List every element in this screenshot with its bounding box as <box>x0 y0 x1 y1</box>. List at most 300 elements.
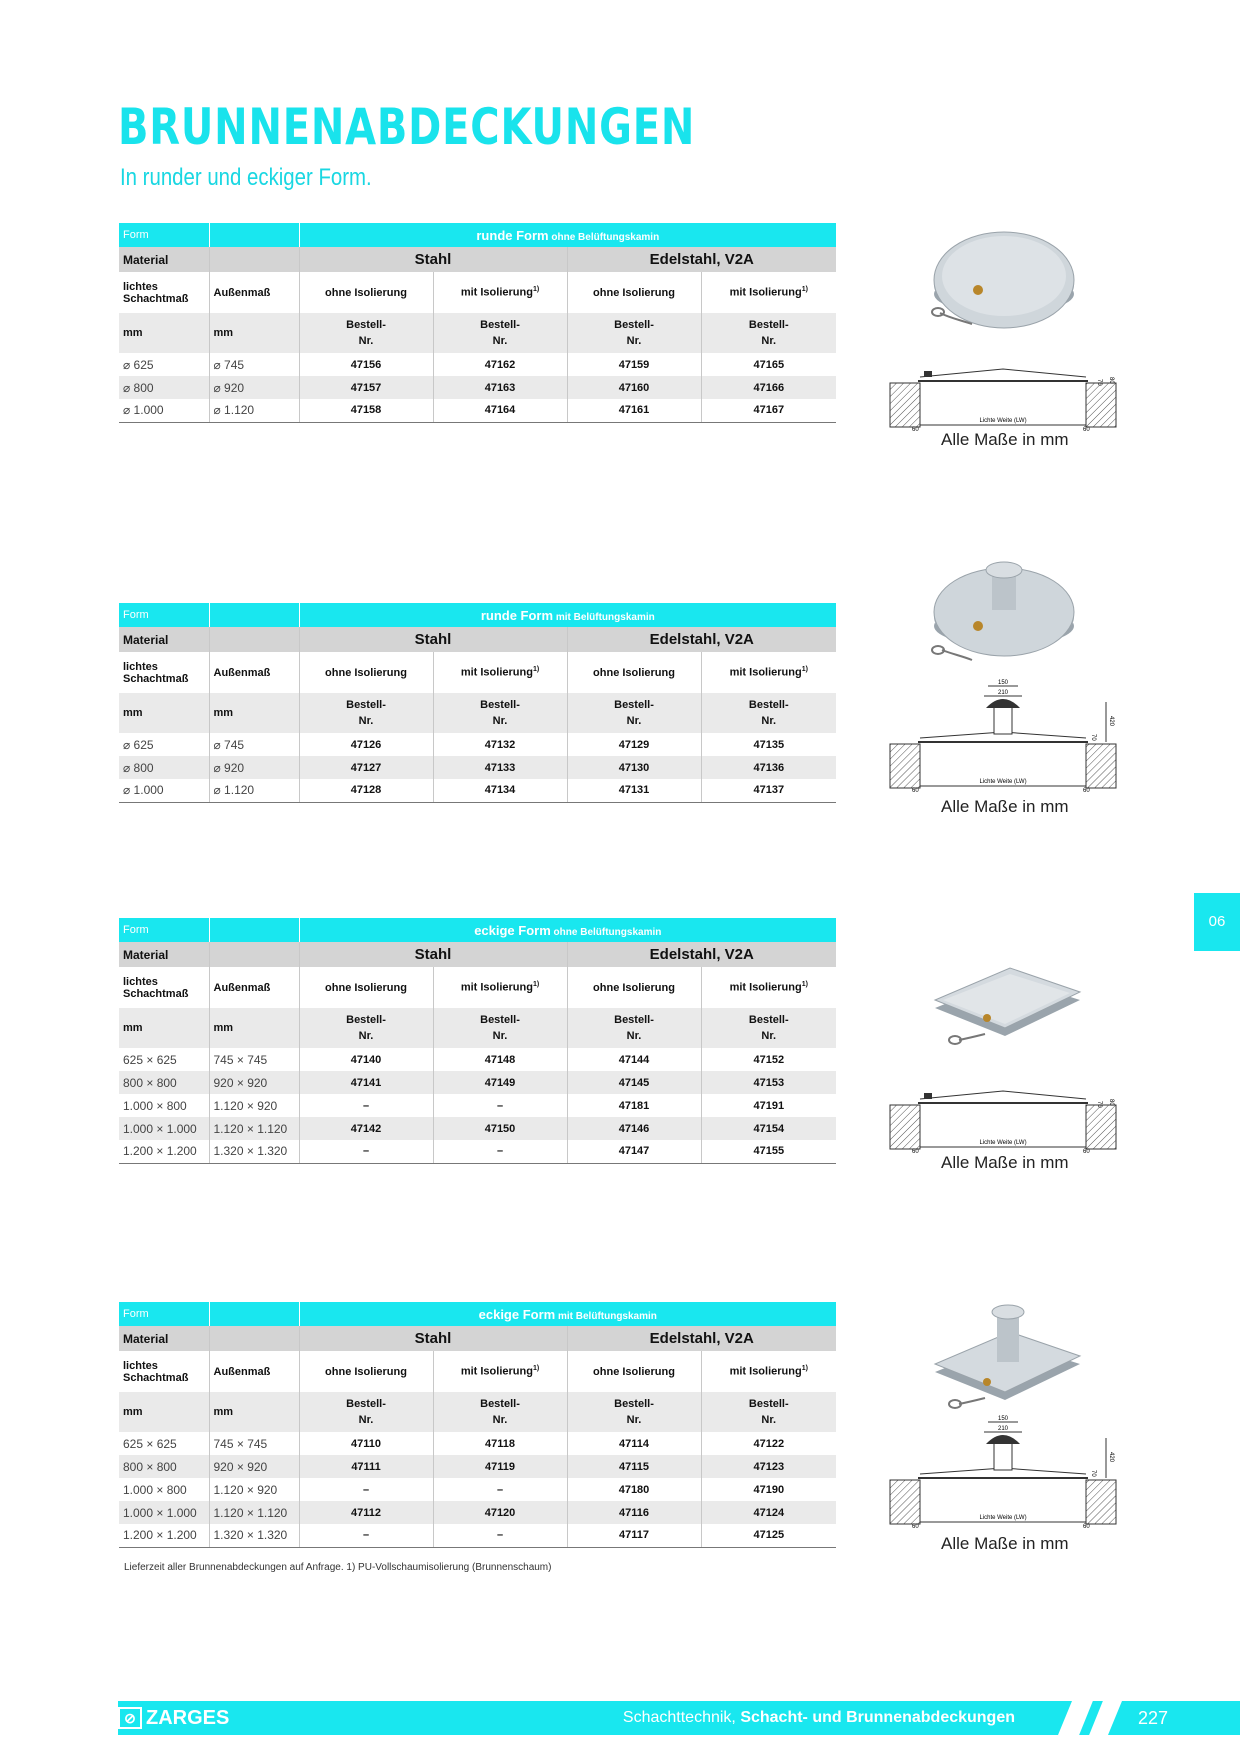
cell-order-number: 47158 <box>299 399 433 422</box>
cell-order-number: 47147 <box>567 1140 701 1163</box>
form-name-bold: runde Form <box>480 607 554 623</box>
cell-order-number: 47110 <box>299 1432 433 1455</box>
cell-order-number: 47123 <box>701 1455 836 1478</box>
cell-outer-size-value: ⌀ 920 <box>209 376 299 399</box>
cell-clear-size-value: 1.000 × 800 <box>119 1478 209 1501</box>
order-line2: Nr. <box>358 715 374 727</box>
cell-material-stainless: Edelstahl, V2A <box>567 627 836 652</box>
order-line1: Bestell- <box>748 1398 789 1410</box>
cell-order-number: – <box>299 1478 433 1501</box>
cell-form-name <box>299 1302 836 1326</box>
cell-form-label: Form <box>119 603 209 627</box>
form-name-bold: eckige Form <box>474 922 551 938</box>
order-line1: Bestell- <box>480 699 520 711</box>
cell-order-number: 47126 <box>299 733 433 756</box>
cell-order-number: – <box>299 1524 433 1547</box>
cell-outer-size-value: ⌀ 745 <box>209 733 299 756</box>
clear-size-line1: lichtes <box>123 280 158 293</box>
cell-no-insulation: ohne Isolierung <box>299 652 433 693</box>
table-row <box>119 1048 836 1071</box>
table-row <box>119 1432 836 1455</box>
table-row <box>119 756 836 779</box>
drawing-dim-left: 60 <box>912 788 919 794</box>
cell-outer-size-value: 1.120 × 1.120 <box>209 1117 299 1140</box>
footnote-mark: 1) <box>801 286 808 294</box>
drawing-dim-left: 60 <box>912 427 919 433</box>
cell-order-number-label <box>299 1392 433 1432</box>
cell-clear-size-value: 1.200 × 1.200 <box>119 1524 209 1547</box>
drawing-dim-210: 210 <box>997 690 1009 696</box>
table-row-material <box>119 627 836 652</box>
cell-unit: mm <box>209 693 299 733</box>
table-row-material <box>119 247 836 272</box>
clear-size-line1: lichtes <box>123 975 158 988</box>
product-image-round-cover <box>920 228 1090 338</box>
cell-no-insulation: ohne Isolierung <box>567 1351 701 1392</box>
order-line2: Nr. <box>626 1030 642 1042</box>
cell-order-number: 47124 <box>701 1501 836 1524</box>
order-line2: Nr. <box>492 335 508 347</box>
cell-order-number-label <box>433 1392 567 1432</box>
drawing-dim-150: 150 <box>997 680 1009 686</box>
product-image-round-cover-vent <box>920 560 1090 670</box>
drawing-dim-420: 420 <box>1108 1452 1114 1463</box>
form-name-small: mit Belüftungskamin <box>555 1310 657 1322</box>
cell-order-number: 47130 <box>567 756 701 779</box>
table-row <box>119 399 836 422</box>
cell-order-number: 47136 <box>701 756 836 779</box>
product-image-square-cover <box>925 948 1090 1058</box>
order-line2: Nr. <box>626 715 642 727</box>
order-line2: Nr. <box>358 335 374 347</box>
cell-order-number: 47153 <box>701 1071 836 1094</box>
footnote-mark: 1) <box>532 666 540 674</box>
cell-empty <box>209 942 299 967</box>
cell-order-number: 47125 <box>701 1524 836 1547</box>
table-row <box>119 1501 836 1524</box>
cell-order-number: 47167 <box>701 399 836 422</box>
product-table-square-vent <box>119 1302 836 1548</box>
cell-order-number-label <box>701 693 836 733</box>
cell-order-number-label <box>567 693 701 733</box>
cell-order-number: – <box>433 1478 567 1501</box>
order-line2: Nr. <box>492 715 508 727</box>
with-insulation-text: mit Isolierung <box>729 666 802 679</box>
cell-outer-size-value: 1.320 × 1.320 <box>209 1524 299 1547</box>
technical-drawing-round-no-vent <box>888 363 1118 433</box>
drawing-dim-height-a: 70 <box>1096 1101 1102 1108</box>
cell-empty <box>209 918 299 942</box>
form-name-bold: runde Form <box>476 227 549 243</box>
with-insulation-text: mit Isolierung <box>729 981 802 994</box>
cell-outer-size: Außenmaß <box>209 967 299 1008</box>
drawing-label-lw: Lichte Weite (LW) <box>979 418 1027 424</box>
cell-order-number: 47142 <box>299 1117 433 1140</box>
form-name-small: ohne Belüftungskamin <box>548 231 660 243</box>
drawing-label-lw: Lichte Weite (LW) <box>979 1515 1027 1521</box>
cell-order-number: 47129 <box>567 733 701 756</box>
with-insulation-text: mit Isolierung <box>460 286 533 299</box>
order-line1: Bestell- <box>614 319 654 331</box>
cell-order-number: 47150 <box>433 1117 567 1140</box>
cell-outer-size-value: ⌀ 745 <box>209 353 299 376</box>
cell-order-number: 47146 <box>567 1117 701 1140</box>
form-name-small: mit Belüftungskamin <box>553 611 655 623</box>
table-row-material <box>119 1326 836 1351</box>
drawing-dim-height-b: 80 <box>1108 377 1114 384</box>
clear-size-line1: lichtes <box>123 1359 158 1372</box>
cell-material-steel: Stahl <box>299 627 567 652</box>
cell-clear-size-value: ⌀ 800 <box>119 756 209 779</box>
footer-text-b: Schacht- und Brunnenabdeckungen <box>740 1709 1015 1726</box>
table-row-form <box>119 918 836 942</box>
cell-order-number: 47144 <box>567 1048 701 1071</box>
cell-clear-size <box>119 272 209 313</box>
cell-clear-size-value: 1.200 × 1.200 <box>119 1140 209 1163</box>
cell-order-number: 47141 <box>299 1071 433 1094</box>
clear-size-line2: Schachtmaß <box>123 1371 189 1384</box>
cell-outer-size-value: 920 × 920 <box>209 1455 299 1478</box>
cell-clear-size-value: 800 × 800 <box>119 1455 209 1478</box>
order-line1: Bestell- <box>748 1014 789 1026</box>
cell-order-number-label <box>701 313 836 353</box>
cell-order-number: 47165 <box>753 358 785 371</box>
cell-unit: mm <box>119 313 209 353</box>
order-line2: Nr. <box>761 1030 777 1042</box>
technical-drawing-square-vent <box>888 1412 1118 1530</box>
table-row <box>119 1071 836 1094</box>
cell-clear-size <box>119 967 209 1008</box>
cell-order-number: 47152 <box>753 1053 785 1066</box>
cell-unit: mm <box>209 1008 299 1048</box>
footnote-mark: 1) <box>532 1365 540 1373</box>
cell-order-number-label <box>567 1392 701 1432</box>
table-row <box>119 779 836 802</box>
order-line2: Nr. <box>358 1414 374 1426</box>
cell-unit: mm <box>119 1008 209 1048</box>
order-line2: Nr. <box>358 1030 374 1042</box>
clear-size-line2: Schachtmaß <box>123 672 189 685</box>
cell-with-insulation <box>433 1351 567 1392</box>
cell-outer-size-value: 1.120 × 920 <box>209 1478 299 1501</box>
cell-order-number: – <box>299 1094 433 1117</box>
page-number: 227 <box>1138 1708 1169 1728</box>
order-line1: Bestell- <box>346 1014 386 1026</box>
order-line1: Bestell- <box>614 1398 654 1410</box>
cell-outer-size-value: 1.120 × 920 <box>209 1094 299 1117</box>
drawing-dim-right: 60 <box>1083 788 1090 794</box>
order-line1: Bestell- <box>614 1014 654 1026</box>
brand-name: ZARGES <box>146 1706 230 1729</box>
cell-material-label: Material <box>119 627 209 652</box>
technical-drawing-square-no-vent <box>888 1085 1118 1155</box>
order-line2: Nr. <box>761 335 777 347</box>
cell-clear-size-value: ⌀ 625 <box>119 353 209 376</box>
table-row-units <box>119 1392 836 1432</box>
cell-outer-size-value: ⌀ 1.120 <box>209 779 299 802</box>
cell-order-number-label <box>299 693 433 733</box>
cell-outer-size-value: 745 × 745 <box>209 1432 299 1455</box>
cell-form-name <box>299 918 836 942</box>
with-insulation-text: mit Isolierung <box>729 286 802 299</box>
cell-outer-size: Außenmaß <box>209 652 299 693</box>
table-row-material <box>119 942 836 967</box>
clear-size-line2: Schachtmaß <box>123 987 189 1000</box>
footer-text-a: Schachttechnik, <box>622 1709 741 1726</box>
cell-order-number-label <box>299 1008 433 1048</box>
cell-order-number: 47190 <box>753 1483 785 1496</box>
clear-size-line2: Schachtmaß <box>123 292 189 305</box>
cell-order-number-label <box>433 693 567 733</box>
table-row <box>119 376 836 399</box>
footnote: Lieferzeit aller Brunnenabdeckungen auf Anfrage. 1) PU-Vollschaumisolierung (Brunnenschaum) <box>124 1562 552 1573</box>
drawing-dim-left: 60 <box>912 1524 919 1530</box>
product-table-square-no-vent <box>119 918 836 1164</box>
cell-order-number: 47159 <box>567 353 701 376</box>
table-row <box>119 1094 836 1117</box>
drawing-dim-210: 210 <box>997 1426 1009 1432</box>
cell-order-number: 47163 <box>433 376 567 399</box>
table-row <box>119 1455 836 1478</box>
drawing-dim-height-a: 70 <box>1096 379 1102 386</box>
cell-order-number: 47116 <box>567 1501 701 1524</box>
cell-order-number: 47140 <box>299 1048 433 1071</box>
cell-order-number: 47115 <box>567 1455 701 1478</box>
cell-order-number: 47122 <box>753 1437 785 1450</box>
cell-clear-size-value: ⌀ 625 <box>119 733 209 756</box>
cell-no-insulation: ohne Isolierung <box>299 967 433 1008</box>
order-line1: Bestell- <box>748 319 789 331</box>
cell-order-number: 47117 <box>567 1524 701 1547</box>
cell-order-number-label <box>433 1008 567 1048</box>
product-image-square-cover-vent <box>925 1300 1090 1420</box>
cell-outer-size-value: 920 × 920 <box>209 1071 299 1094</box>
order-line2: Nr. <box>761 1414 777 1426</box>
form-name-bold: eckige Form <box>478 1306 556 1322</box>
cell-order-number: 47120 <box>433 1501 567 1524</box>
cell-order-number: 47133 <box>433 756 567 779</box>
cell-order-number: 47166 <box>701 376 836 399</box>
table-row-units <box>119 313 836 353</box>
page-footer <box>118 1701 1240 1735</box>
cell-order-number: 47119 <box>433 1455 567 1478</box>
cell-outer-size-value: ⌀ 1.120 <box>209 399 299 422</box>
table-row <box>119 353 836 376</box>
cell-order-number: 47180 <box>567 1478 701 1501</box>
chapter-tab: 06 <box>1194 893 1240 951</box>
order-line1: Bestell- <box>480 1398 520 1410</box>
cell-order-number: 47148 <box>433 1048 567 1071</box>
cell-order-number: 47164 <box>433 399 567 422</box>
cell-empty <box>209 223 299 247</box>
drawing-dim-height-b: 80 <box>1108 1099 1114 1106</box>
table-row-form <box>119 223 836 247</box>
footnote-mark: 1) <box>801 981 808 989</box>
order-line2: Nr. <box>761 715 777 727</box>
cell-order-number: 47114 <box>567 1432 701 1455</box>
cell-material-steel: Stahl <box>299 247 567 272</box>
cell-order-number: 47131 <box>567 779 701 802</box>
cell-form-label: Form <box>119 918 209 942</box>
table-row-form <box>119 603 836 627</box>
table-row-form <box>119 1302 836 1326</box>
cell-order-number: 47135 <box>753 738 785 751</box>
cell-clear-size-value: 625 × 625 <box>119 1048 209 1071</box>
cell-empty <box>209 1302 299 1326</box>
cell-empty <box>209 603 299 627</box>
cell-order-number-label <box>701 1008 836 1048</box>
cell-order-number: 47191 <box>753 1099 785 1112</box>
cell-material-label: Material <box>119 247 209 272</box>
cell-form-name <box>299 223 836 247</box>
product-table-round-vent <box>119 603 836 803</box>
cell-outer-size: Außenmaß <box>209 272 299 313</box>
order-line1: Bestell- <box>480 1014 520 1026</box>
cell-with-insulation <box>433 272 567 313</box>
drawing-dim-height-a: 70 <box>1090 734 1096 741</box>
cell-clear-size-value: 1.000 × 800 <box>119 1094 209 1117</box>
cell-unit: mm <box>209 313 299 353</box>
table-row-header <box>119 967 836 1008</box>
cell-with-insulation <box>433 652 567 693</box>
cell-outer-size-value: 1.120 × 1.120 <box>209 1501 299 1524</box>
cell-order-number: 47118 <box>433 1432 567 1455</box>
cell-order-number: 47154 <box>701 1117 836 1140</box>
cell-order-number: 47132 <box>433 733 567 756</box>
caption-dimensions: Alle Maße in mm <box>941 1534 1069 1553</box>
cell-no-insulation: ohne Isolierung <box>567 272 701 313</box>
table-row <box>119 1524 836 1547</box>
cell-clear-size-value: ⌀ 1.000 <box>119 399 209 422</box>
drawing-label-lw: Lichte Weite (LW) <box>979 1140 1027 1146</box>
cell-with-insulation <box>433 967 567 1008</box>
table-row-header <box>119 272 836 313</box>
cell-form-name <box>299 603 836 627</box>
cell-order-number-label <box>567 1008 701 1048</box>
cell-form-label: Form <box>119 223 209 247</box>
cell-order-number: 47161 <box>567 399 701 422</box>
cell-order-number: 47145 <box>567 1071 701 1094</box>
cell-material-stainless: Edelstahl, V2A <box>567 1326 836 1351</box>
cell-clear-size-value: 1.000 × 1.000 <box>119 1117 209 1140</box>
order-line1: Bestell- <box>748 699 789 711</box>
order-line2: Nr. <box>492 1414 508 1426</box>
cell-order-number: 47155 <box>701 1140 836 1163</box>
cell-order-number-label <box>567 313 701 353</box>
order-line1: Bestell- <box>346 1398 386 1410</box>
cell-with-insulation <box>701 1351 836 1392</box>
cell-order-number-label <box>701 1392 836 1432</box>
order-line2: Nr. <box>626 335 642 347</box>
cell-order-number-label <box>433 313 567 353</box>
cell-order-number: 47157 <box>299 376 433 399</box>
footnote-mark: 1) <box>801 666 808 674</box>
page-title: BRUNNENABDECKUNGEN <box>118 98 696 156</box>
cell-order-number: 47149 <box>433 1071 567 1094</box>
cell-with-insulation <box>701 967 836 1008</box>
zarges-logo-icon: ⊘ <box>118 1707 142 1729</box>
cell-material-stainless: Edelstahl, V2A <box>567 942 836 967</box>
cell-order-number: 47162 <box>433 353 567 376</box>
order-line1: Bestell- <box>614 699 654 711</box>
cell-material-steel: Stahl <box>299 1326 567 1351</box>
table-row <box>119 733 836 756</box>
technical-drawing-round-vent <box>888 676 1118 794</box>
cell-material-steel: Stahl <box>299 942 567 967</box>
cell-order-number: 47137 <box>701 779 836 802</box>
cell-no-insulation: ohne Isolierung <box>299 1351 433 1392</box>
cell-no-insulation: ohne Isolierung <box>299 272 433 313</box>
cell-order-number: – <box>299 1140 433 1163</box>
order-line1: Bestell- <box>480 319 520 331</box>
footnote-mark: 1) <box>532 286 540 294</box>
cell-order-number: 47181 <box>567 1094 701 1117</box>
order-line2: Nr. <box>626 1414 642 1426</box>
clear-size-line1: lichtes <box>123 660 158 673</box>
drawing-dim-right: 60 <box>1083 427 1090 433</box>
footer-section-title <box>623 1709 1015 1727</box>
footnote-mark: 1) <box>532 981 540 989</box>
cell-outer-size-value: 745 × 745 <box>209 1048 299 1071</box>
table-row <box>119 1478 836 1501</box>
cell-order-number: – <box>433 1524 567 1547</box>
table-row-header <box>119 652 836 693</box>
cell-clear-size <box>119 1351 209 1392</box>
drawing-label-lw: Lichte Weite (LW) <box>979 779 1027 785</box>
cell-unit: mm <box>119 1392 209 1432</box>
cell-no-insulation: ohne Isolierung <box>567 967 701 1008</box>
cell-no-insulation: ohne Isolierung <box>567 652 701 693</box>
cell-order-number: 47111 <box>299 1455 433 1478</box>
cell-with-insulation <box>701 652 836 693</box>
cell-unit: mm <box>209 1392 299 1432</box>
cell-order-number: 47112 <box>299 1501 433 1524</box>
with-insulation-text: mit Isolierung <box>460 666 533 679</box>
cell-form-label: Form <box>119 1302 209 1326</box>
cell-clear-size-value: 800 × 800 <box>119 1071 209 1094</box>
caption-dimensions: Alle Maße in mm <box>941 430 1069 449</box>
cell-order-number: 47128 <box>299 779 433 802</box>
cell-unit: mm <box>119 693 209 733</box>
cell-order-number: 47134 <box>433 779 567 802</box>
table-row-header <box>119 1351 836 1392</box>
table-row-units <box>119 1008 836 1048</box>
cell-clear-size-value: 1.000 × 1.000 <box>119 1501 209 1524</box>
order-line1: Bestell- <box>346 319 386 331</box>
cell-material-label: Material <box>119 942 209 967</box>
cell-clear-size-value: ⌀ 800 <box>119 376 209 399</box>
cell-outer-size-value: ⌀ 920 <box>209 756 299 779</box>
cell-order-number: – <box>433 1094 567 1117</box>
order-line1: Bestell- <box>346 699 386 711</box>
drawing-dim-right: 60 <box>1083 1524 1090 1530</box>
drawing-dim-right: 60 <box>1083 1149 1090 1155</box>
cell-clear-size-value: ⌀ 1.000 <box>119 779 209 802</box>
caption-dimensions: Alle Maße in mm <box>941 1153 1069 1172</box>
table-row-units <box>119 693 836 733</box>
with-insulation-text: mit Isolierung <box>460 981 533 994</box>
footnote-mark: 1) <box>801 1365 808 1373</box>
cell-order-number: 47156 <box>299 353 433 376</box>
cell-material-label: Material <box>119 1326 209 1351</box>
drawing-dim-left: 60 <box>912 1149 919 1155</box>
order-line2: Nr. <box>492 1030 508 1042</box>
cell-material-stainless: Edelstahl, V2A <box>567 247 836 272</box>
cell-empty <box>209 1326 299 1351</box>
drawing-dim-420: 420 <box>1108 716 1114 727</box>
page-subtitle: In runder und eckiger Form. <box>120 164 372 191</box>
with-insulation-text: mit Isolierung <box>460 1365 533 1378</box>
